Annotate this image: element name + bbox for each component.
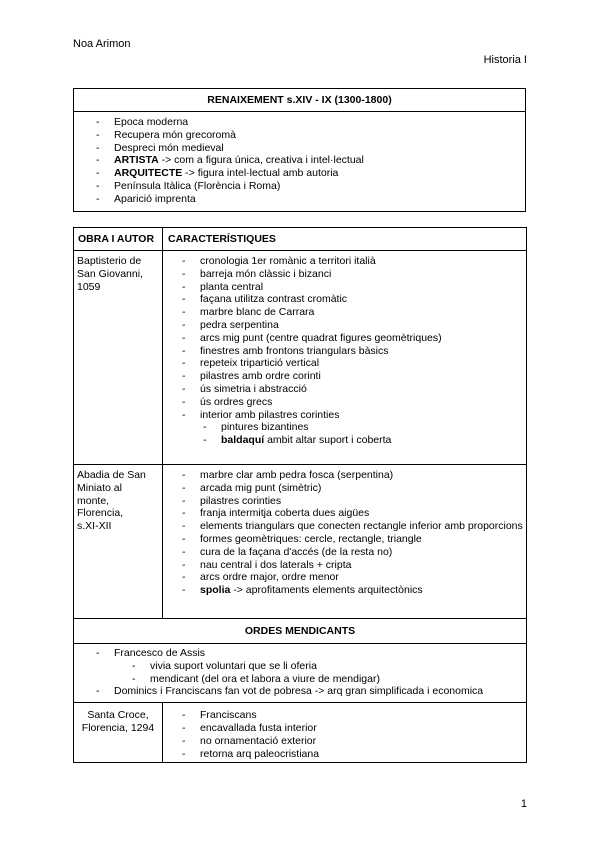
sub-list-item: - pintures bizantines <box>163 421 526 434</box>
list-item: - arcs mig punt (centre quadrat figures geomètriques) <box>163 332 526 345</box>
ordes-mendicants-title: ORDES MENDICANTS <box>74 619 527 644</box>
list-item: - pilastres corinties <box>163 495 526 508</box>
list-item: - spolia -> aprofitaments elements arquitectònics <box>163 584 526 597</box>
list-item: - façana utilitza contrast cromàtic <box>163 293 526 306</box>
list-item: - Francesco de Assis <box>74 647 526 660</box>
list-item: - ús ordres grecs <box>163 396 526 409</box>
list-item: - barreja món clàssic i bizanci <box>163 268 526 281</box>
list-item: - arcs ordre major, ordre menor <box>163 571 526 584</box>
list-item: - ARTISTA -> com a figura única, creativa i intel·lectual <box>74 154 525 167</box>
col-header-caracteristiques: CARACTERÍSTIQUES <box>163 228 527 251</box>
list-item: - arcada mig punt (simètric) <box>163 482 526 495</box>
obra-baptisterio: Baptisterio de San Giovanni, 1059 <box>74 251 163 465</box>
list-item: - ús simetria i abstracció <box>163 383 526 396</box>
page-number: 1 <box>520 798 527 810</box>
list-item: - marbre clar amb pedra fosca (serpentina) <box>163 469 526 482</box>
ordes-mendicants-list <box>74 647 526 698</box>
list-item: - elements triangulars que conecten rectangle inferior amb proporcions <box>163 520 526 533</box>
bold-term: spolia <box>200 584 231 597</box>
list-item: - pedra serpentina <box>163 319 526 332</box>
renaixement-list <box>74 116 525 206</box>
list-item: - no ornamentació exterior <box>163 735 526 748</box>
list-item: - pilastres amb ordre corinti <box>163 370 526 383</box>
course-name: Historia I <box>483 54 527 66</box>
list-item: - ARQUITECTE -> figura intel·lectual amb autoria <box>74 167 525 180</box>
list-item: - formes geomètriques: cercle, rectangle, triangle <box>163 533 526 546</box>
bold-term: baldaquí <box>221 434 265 447</box>
list-item: - marbre blanc de Carrara <box>163 306 526 319</box>
obra-san-miniato: Abadia de San Miniato al monte, Florencia, s.XI-XII <box>74 465 163 619</box>
bold-term: ARQUITECTE <box>114 167 183 180</box>
list-item: - Península Itàlica (Florència i Roma) <box>74 180 525 193</box>
list-item: - retorna arq paleocristiana <box>163 748 526 761</box>
list-item: - interior amb pilastres corinties <box>163 409 526 422</box>
list-item: - Franciscans <box>163 709 526 722</box>
sub-list-item: - vivia suport voluntari que se li oferia <box>74 660 526 673</box>
sub-list-item: - mendicant (del ora et labora a viure de mendigar) <box>74 673 526 686</box>
baptisterio-characteristics <box>163 255 526 447</box>
list-item: - finestres amb frontons triangulars bàsics <box>163 345 526 358</box>
santa-croce-characteristics <box>163 709 526 760</box>
list-item: - encavallada fusta interior <box>163 722 526 735</box>
list-item: - Despreci món medieval <box>74 142 525 155</box>
list-item: - Recupera món grecoromà <box>74 129 525 142</box>
list-item: - Dominics i Franciscans fan vot de pobresa -> arq gran simplificada i economica <box>74 685 526 698</box>
obra-santa-croce: Santa Croce, Florencia, 1294 <box>74 703 163 763</box>
list-item: - Aparició imprenta <box>74 193 525 206</box>
list-item: - cura de la façana d'accés (de la resta no) <box>163 546 526 559</box>
characteristics-table <box>73 227 527 763</box>
renaixement-title: RENAIXEMENT s.XIV - IX (1300-1800) <box>74 89 526 112</box>
list-item: - nau central i dos laterals + cripta <box>163 559 526 572</box>
san-miniato-characteristics <box>163 469 526 597</box>
col-header-obra: OBRA I AUTOR <box>74 228 163 251</box>
list-item: - franja intermitja coberta dues aigües <box>163 507 526 520</box>
renaixement-box <box>73 88 526 212</box>
list-item: - planta central <box>163 281 526 294</box>
list-item: - Epoca moderna <box>74 116 525 129</box>
bold-term: ARTISTA <box>114 154 159 167</box>
author-name: Noa Arimon <box>73 38 131 50</box>
sub-list-item: - baldaquí ambit altar suport i coberta <box>163 434 526 447</box>
list-item: - cronologia 1er romànic a territori italià <box>163 255 526 268</box>
list-item: - repeteix tripartició vertical <box>163 357 526 370</box>
